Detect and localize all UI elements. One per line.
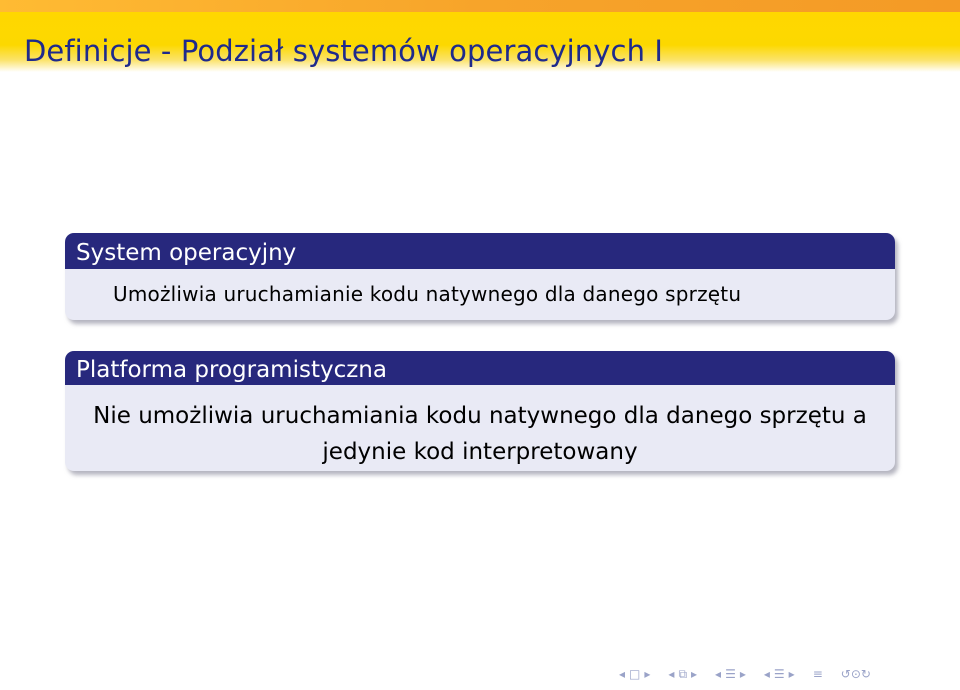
title-bar [0,12,960,72]
next-section-icon[interactable]: ▸ [739,667,746,681]
definition-block-platform [65,351,895,471]
search-icon[interactable]: ↺⊙↻ [840,667,871,681]
prev-section-icon[interactable]: ◂ [763,667,770,681]
block-heading: Platforma programistyczna [65,351,895,385]
next-section-icon[interactable]: ▸ [788,667,795,681]
definition-block-system [65,233,895,320]
next-subsection-icon[interactable]: ▸ [691,667,698,681]
block-body: Umożliwia uruchamianie kodu natywnego dla danego sprzętu [113,282,742,306]
subsection-icon[interactable]: ⧉ [678,666,688,681]
frame-icon[interactable]: □ [629,667,641,681]
next-frame-icon[interactable]: ▸ [644,667,651,681]
block-body: Nie umożliwia uruchamiania kodu natywnego dla danego sprzętu a jedynie kod interpretowany [93,403,867,465]
section-icon[interactable]: ☰ [773,667,785,681]
slide-title: Definicje - Podział systemów operacyjnych I [24,34,664,68]
top-accent-bar [0,0,960,12]
prev-subsection-icon[interactable]: ◂ [668,667,675,681]
prev-frame-icon[interactable]: ◂ [619,667,626,681]
align-icon[interactable]: ≡ [812,667,823,681]
prev-section-icon[interactable]: ◂ [715,667,722,681]
beamer-navigation-bar [619,664,871,684]
section-icon[interactable]: ☰ [725,667,736,681]
block-heading: System operacyjny [65,233,895,269]
